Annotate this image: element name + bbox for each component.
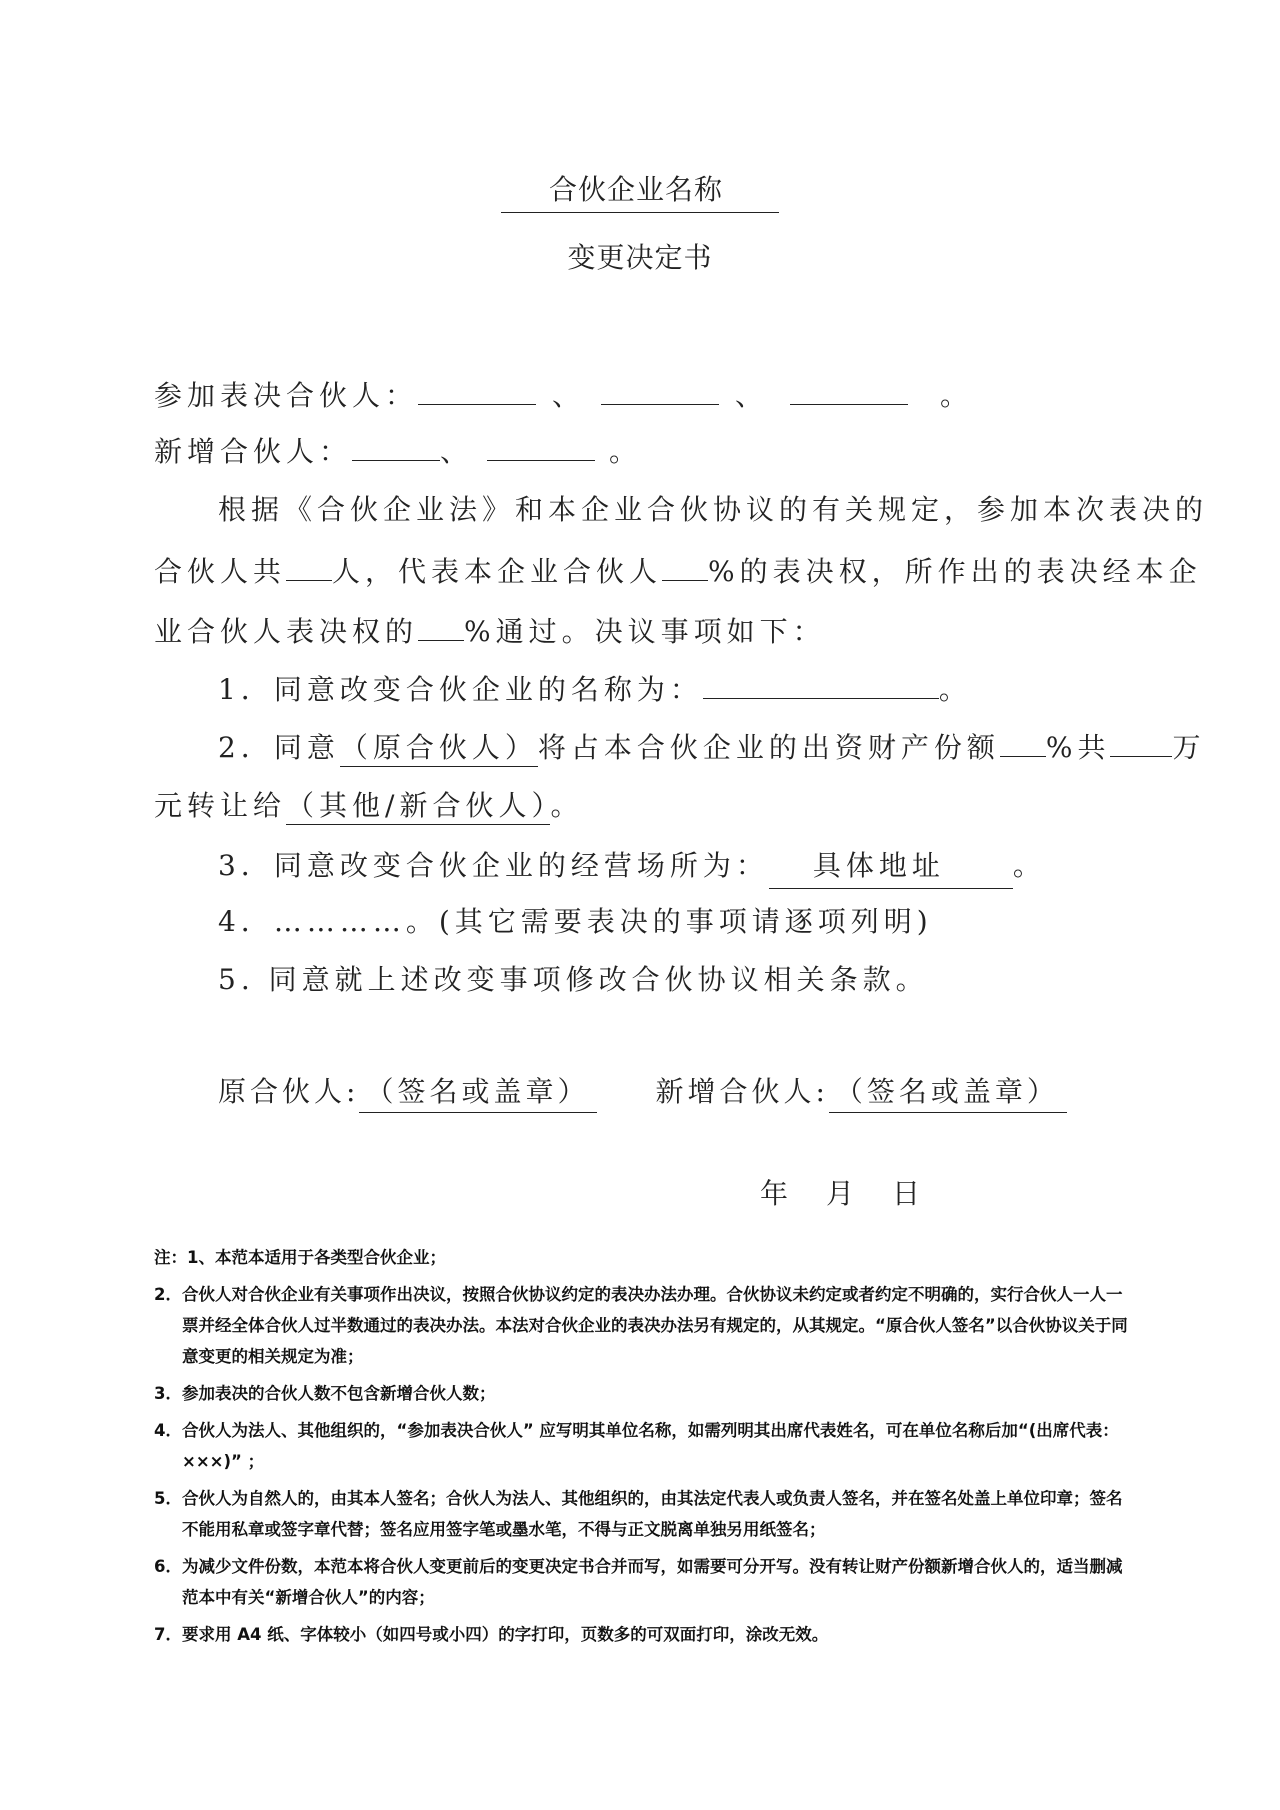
voting-partner-blank-3[interactable] xyxy=(790,374,908,405)
period: 。 xyxy=(550,789,584,822)
item-text: 将占本合伙企业的出资财产份额 xyxy=(537,731,1000,764)
resolution-item-4: 4．…………。(其它需要表决的事项请逐项列明) xyxy=(218,905,933,938)
item-text: %共 xyxy=(1045,731,1111,764)
date-day[interactable]: 日 xyxy=(892,1177,921,1210)
date-month[interactable]: 月 xyxy=(826,1177,855,1210)
original-partner-signature-field[interactable]: （签名或盖章） xyxy=(359,1075,597,1113)
new-partner-blank-2[interactable] xyxy=(487,430,595,461)
voting-partner-blank-1[interactable] xyxy=(418,374,536,405)
body-paragraph-line-1: 根据《合伙企业法》和本企业合伙协议的有关规定，参加本次表决的 xyxy=(218,493,1209,526)
resolution-item-2 xyxy=(218,726,1205,768)
item-text: 2．同意 xyxy=(218,731,340,764)
body-text: 合伙人共 xyxy=(154,555,287,588)
note-item: 2．合伙人对合伙企业有关事项作出决议，按照合伙协议约定的表决办法办理。合伙协议未约定或者约定不明确的，实行合伙人一人一票并经全体合伙人过半数通过的表决办法。本法对合伙企业的表决办法另有规定的，从其规定。“原合伙人签名”以合伙协议关于同意变更的相关规定为准； xyxy=(154,1285,1128,1366)
notes-section xyxy=(154,1242,1134,1656)
address-field[interactable]: 具体地址 xyxy=(769,846,1013,889)
period: 。 xyxy=(1012,849,1046,882)
resolution-item-2-cont xyxy=(154,786,583,826)
note-item: 注：1、本范本适用于各类型合伙企业； xyxy=(154,1248,446,1267)
body-paragraph-line-2 xyxy=(154,550,1202,592)
separator: 、 xyxy=(552,379,586,412)
resolution-item-3 xyxy=(218,846,1046,889)
item-text: 元转让给 xyxy=(154,789,287,822)
body-text: %的表决权，所作出的表决经本企 xyxy=(708,555,1202,588)
body-text: %通过。决议事项如下： xyxy=(464,615,826,648)
item-text: 1．同意改变合伙企业的名称为： xyxy=(218,673,703,706)
new-partner-field[interactable]: （其他/新合伙人） xyxy=(286,789,550,825)
voting-partners-label: 参加表决合伙人： xyxy=(154,379,419,412)
period: 。 xyxy=(940,379,974,412)
separator: 、 xyxy=(735,379,769,412)
partner-count-blank[interactable] xyxy=(286,550,332,581)
enterprise-name-field[interactable]: 合伙企业名称 xyxy=(501,168,779,213)
body-text: 人，代表本企业合伙人 xyxy=(332,555,663,588)
signature-row xyxy=(218,1070,1067,1110)
new-partner-signature-field[interactable]: （签名或盖章） xyxy=(829,1075,1067,1113)
date-year[interactable]: 年 xyxy=(760,1177,789,1210)
note-item: 6．为减少文件份数，本范本将合伙人变更前后的变更决定书合并而写，如需要可分开写。没有转让财产份额新增合伙人的，适当删减范本中有关“新增合伙人”的内容； xyxy=(154,1557,1123,1607)
share-percent-blank[interactable] xyxy=(1000,726,1046,757)
new-partner-signature-label: 新增合伙人: xyxy=(655,1075,829,1108)
note-item: 7．要求用 A4 纸、字体较小（如四号或小四）的字打印，页数多的可双面打印，涂改无效。 xyxy=(154,1625,829,1644)
date-line xyxy=(760,1172,958,1212)
original-partner-signature-label: 原合伙人: xyxy=(218,1075,360,1108)
body-paragraph-line-3 xyxy=(154,610,826,652)
item-text: 3．同意改变合伙企业的经营场所为： xyxy=(218,849,769,882)
note-item: 4．合伙人为法人、其他组织的，“参加表决合伙人” 应写明其单位名称，如需列明其出席代表姓名，可在单位名称后加“(出席代表：×××)” ； xyxy=(154,1421,1119,1471)
separator: 、 xyxy=(440,435,474,468)
original-partner-field[interactable]: （原合伙人） xyxy=(340,731,538,767)
resolution-item-1 xyxy=(218,668,972,710)
new-name-blank[interactable] xyxy=(703,668,939,699)
body-text: 业合伙人表决权的 xyxy=(154,615,419,648)
document-title: 变更决定书 xyxy=(567,241,713,274)
new-partners-line xyxy=(154,430,642,472)
vote-percent-blank[interactable] xyxy=(662,550,708,581)
voting-partners-line xyxy=(154,374,973,416)
note-item: 3．参加表决的合伙人数不包含新增合伙人数； xyxy=(154,1384,496,1403)
new-partners-label: 新增合伙人： xyxy=(154,435,353,468)
pass-percent-blank[interactable] xyxy=(418,610,464,641)
item-text: 万 xyxy=(1172,731,1206,764)
resolution-item-5: 5. 同意就上述改变事项修改合伙协议相关条款。 xyxy=(218,963,929,996)
amount-blank[interactable] xyxy=(1110,726,1172,757)
note-item: 5．合伙人为自然人的，由其本人签名；合伙人为法人、其他组织的，由其法定代表人或负责人签名，并在签名处盖上单位印章；签名不能用私章或签字章代替；签名应用签字笔或墨水笔，不得与正文脱离单独另用纸签名； xyxy=(154,1489,1123,1539)
voting-partner-blank-2[interactable] xyxy=(601,374,719,405)
period: 。 xyxy=(938,673,972,706)
enterprise-name-title xyxy=(0,168,1280,213)
period: 。 xyxy=(609,435,643,468)
new-partner-blank-1[interactable] xyxy=(352,430,440,461)
